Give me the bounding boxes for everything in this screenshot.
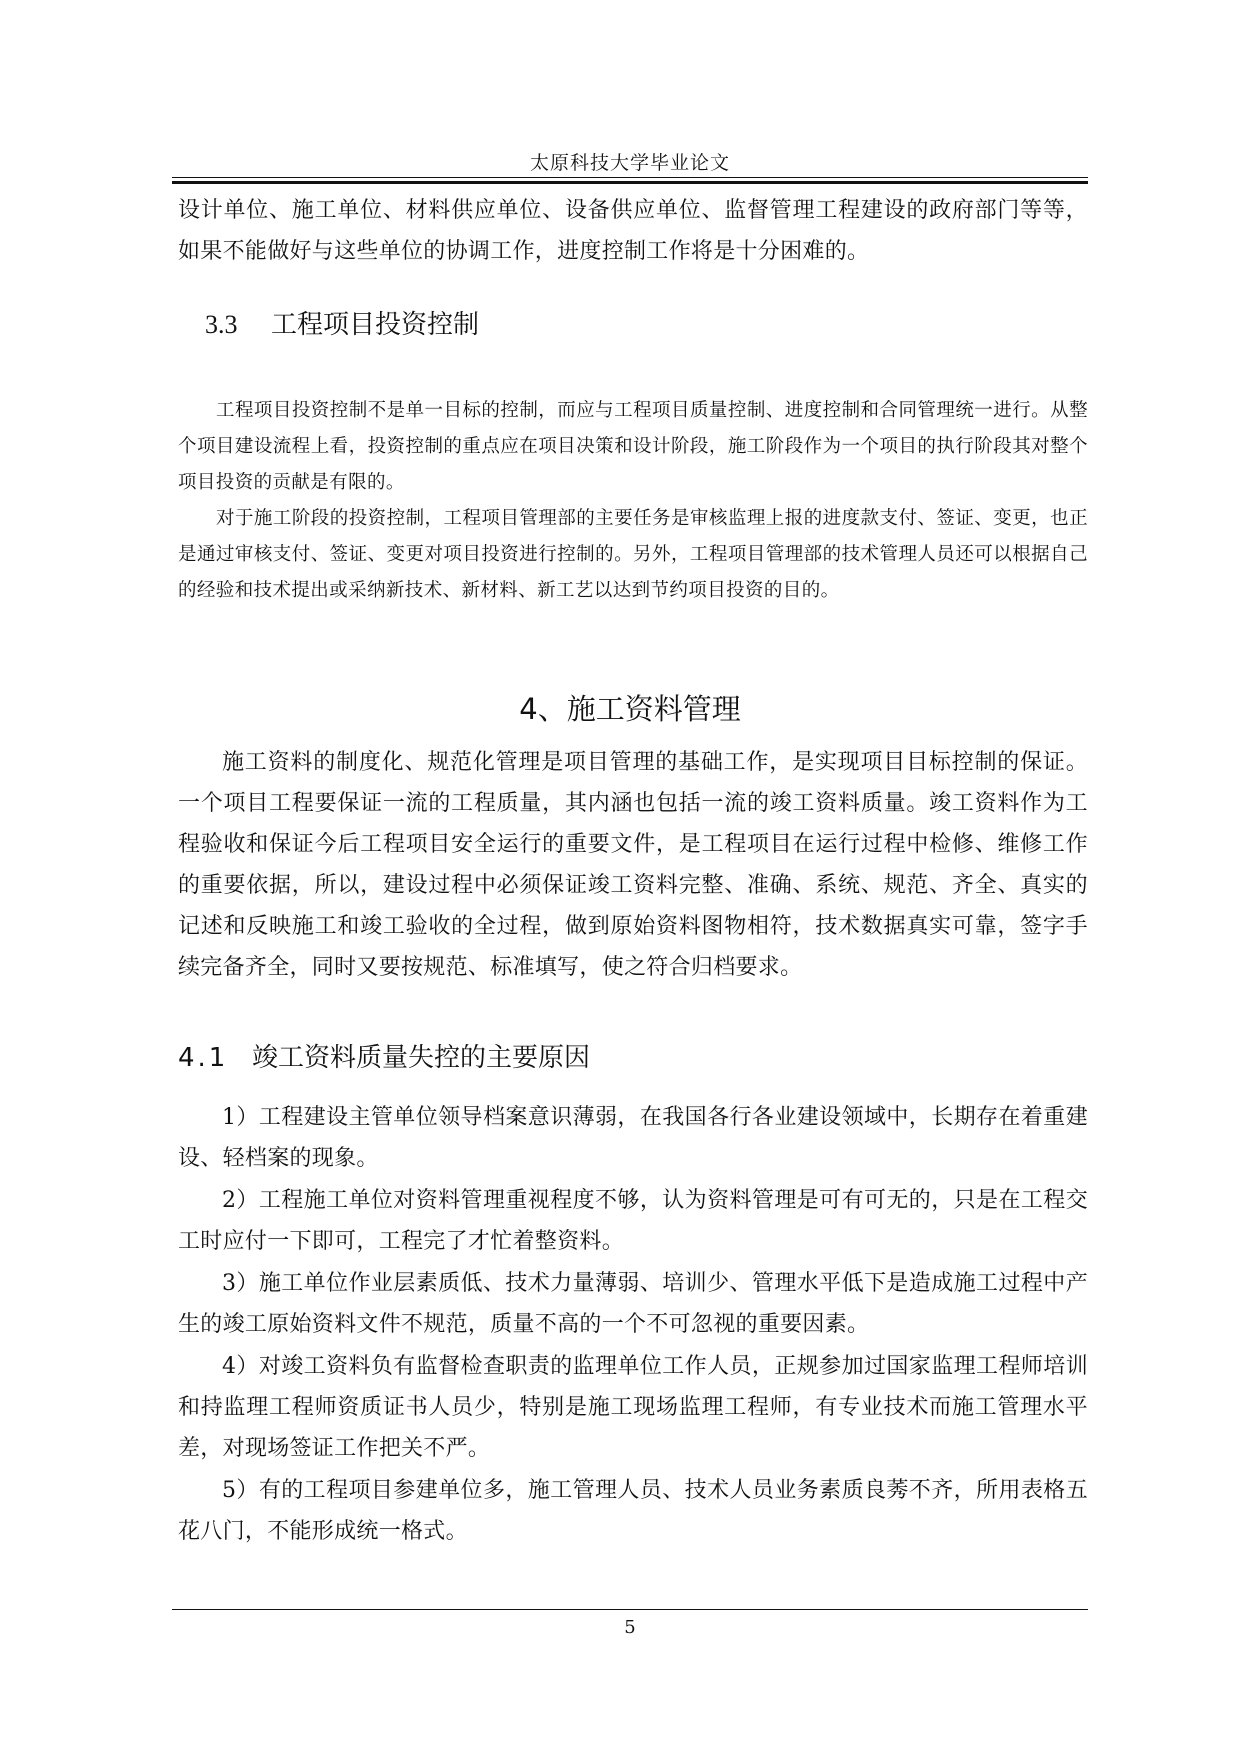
running-header: 太原科技大学毕业论文	[529, 152, 730, 174]
list-item: 3）施工单位作业层素质低、技术力量薄弱、培训少、管理水平低下是造成施工过程中产生的竣工原始资料文件不规范，质量不高的一个不可忽视的重要因素。	[178, 1271, 1088, 1337]
list-item: 4）对竣工资料负有监督检查职责的监理单位工作人员，正规参加过国家监理工程师培训和持监理工程师资质证书人员少，特别是施工现场监理工程师，有专业技术而施工管理水平差，对现场签证工作把关不严。	[178, 1354, 1088, 1461]
header-rule-thick	[172, 181, 1088, 184]
section-3-3-paragraph-1: 工程项目投资控制不是单一目标的控制，而应与工程项目质量控制、进度控制和合同管理统一进行。从整个项目建设流程上看，投资控制的重点应在项目决策和设计阶段，施工阶段作为一个项目的执行阶段其对整个项目投资的贡献是有限的。	[178, 400, 1088, 493]
section-number: 4.1	[178, 1043, 229, 1073]
section-title: 工程项目投资控制	[271, 310, 480, 340]
section-number: 3.3	[205, 310, 238, 339]
list-item: 1）工程建设主管单位领导档案意识薄弱，在我国各行各业建设领域中，长期存在着重建设、轻档案的现象。	[178, 1105, 1088, 1171]
intro-paragraph: 设计单位、施工单位、材料供应单位、设备供应单位、监督管理工程建设的政府部门等等，如果不能做好与这些单位的协调工作，进度控制工作将是十分困难的。	[178, 198, 1088, 264]
header-rule-thin	[172, 177, 1088, 178]
chapter-4-paragraph: 施工资料的制度化、规范化管理是项目管理的基础工作，是实现项目目标控制的保证。 一个项目工程要保证一流的工程质量，其内涵也包括一流的竣工资料质量。竣工资料作为工程验收和保证今后工程项目安全运行的重要文件，是工程项目在运行过程中检修、维修工作的重要依据，所以，建设过程中必须保证竣工资料完整、准确、系统、规范、齐全、真实的记述和反映施工和竣工验收的全过程，做到原始资料图物相符，技术数据真实可靠，签字手续完备齐全，同时又要按规范、标准填写，使之符合归档要求。	[178, 750, 1088, 980]
page-number: 5	[624, 1617, 636, 1638]
section-heading-4-1	[178, 1040, 590, 1076]
section-3-3-paragraph-2: 对于施工阶段的投资控制，工程项目管理部的主要任务是审核监理上报的进度款支付、签证、变更，也正是通过审核支付、签证、变更对项目投资进行控制的。另外，工程项目管理部的技术管理人员还可以根据自己的经验和技术提出或采纳新技术、新材料、新工艺以达到节约项目投资的目的。	[178, 508, 1088, 601]
chapter-heading-4: 4、施工资料管理	[519, 692, 741, 726]
list-item: 2）工程施工单位对资料管理重视程度不够，认为资料管理是可有可无的，只是在工程交工时应付一下即可，工程完了才忙着整资料。	[178, 1188, 1088, 1254]
section-title: 竣工资料质量失控的主要原因	[252, 1043, 591, 1073]
list-item: 5）有的工程项目参建单位多，施工管理人员、技术人员业务素质良莠不齐，所用表格五花八门，不能形成统一格式。	[178, 1478, 1088, 1544]
section-heading-3-3	[205, 307, 479, 343]
footer-rule	[172, 1609, 1088, 1610]
